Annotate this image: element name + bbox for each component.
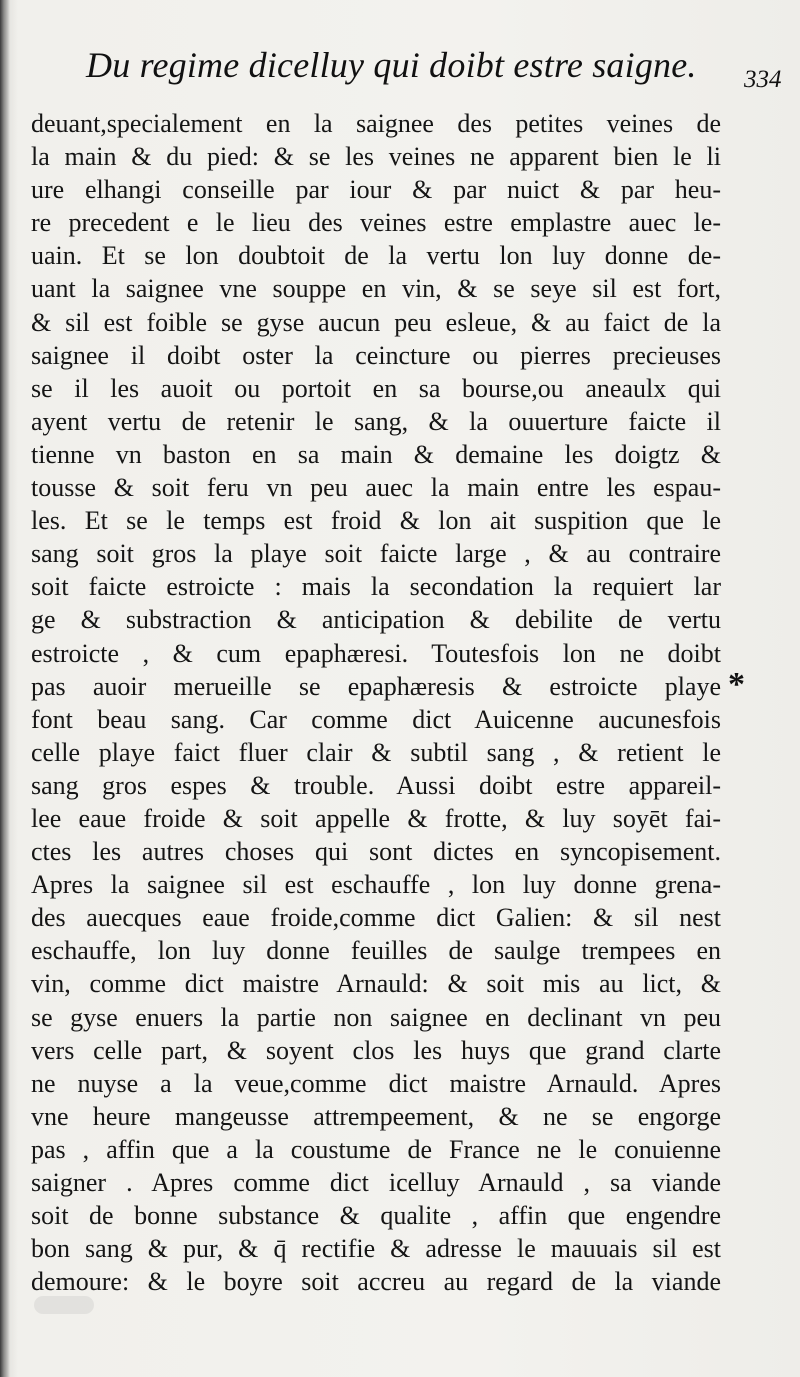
- text-line: des auecques eaue froide,comme dict Galien: & sil nest: [31, 903, 721, 933]
- text-line: ge & substraction & anticipation & debilite de vertu: [31, 605, 721, 635]
- text-line: celle playe faict fluer clair & subtil sang , & retient le: [31, 737, 721, 767]
- text-line: uant la saignee vne souppe en vin, & se seye sil est fort,: [31, 274, 721, 304]
- text-line: lee eaue froide & soit appelle & frotte, & luy soyēt fai-: [31, 803, 721, 833]
- text-line: vers celle part, & soyent clos les huys que grand clarte: [31, 1035, 721, 1065]
- text-line: pas auoir merueille se epaphæresis & estroicte playe: [31, 671, 721, 701]
- text-line: ure elhangi conseille par iour & par nuict & par heu-: [31, 175, 721, 205]
- text-line: demoure: & le boyre soit accreu au regard de la viande: [31, 1267, 721, 1297]
- text-line: eschauffe, lon luy donne feuilles de saulge trempees en: [31, 936, 721, 966]
- text-line: saigner . Apres comme dict icelluy Arnauld , sa viande: [31, 1168, 721, 1197]
- text-line: pas , affin que a la coustume de France ne le conuienne: [31, 1134, 721, 1164]
- text-line: soit de bonne substance & qualite , affin que engendre: [31, 1201, 721, 1231]
- text-line: deuant,specialement en la saignee des petites veines de: [31, 109, 721, 138]
- body-text: [31, 107, 721, 1298]
- text-line: les. Et se le temps est froid & lon ait suspition que le: [31, 506, 721, 536]
- binding-gutter-shadow: [0, 0, 10, 1377]
- text-line: sang soit gros la playe soit faicte large , & au contraire: [31, 539, 721, 569]
- text-line: bon sang & pur, & q̄ rectifie & adresse le mauuais sil est: [31, 1234, 721, 1264]
- text-line: saignee il doibt oster la ceincture ou pierres precieuses: [31, 340, 721, 370]
- text-line: tousse & soit feru vn peu auec la main entre les espau-: [31, 473, 721, 503]
- text-line: ctes les autres choses qui sont dictes en syncopisement.: [31, 837, 721, 867]
- text-line: tienne vn baston en sa main & demaine les doigtz &: [31, 439, 721, 469]
- text-line: la main & du pied: & se les veines ne apparent bien le li: [31, 142, 721, 172]
- text-line: ayent vertu de retenir le sang, & la ouuerture faicte il: [31, 406, 721, 436]
- ink-smudge: [34, 1296, 94, 1314]
- text-line: ne nuyse a la veue,comme dict maistre Arnauld. Apres: [31, 1068, 721, 1098]
- marginal-asterisk: *: [728, 666, 745, 703]
- text-line: vin, comme dict maistre Arnauld: & soit mis au lict, &: [31, 969, 721, 999]
- text-line: uain. Et se lon doubtoit de la vertu lon luy donne de-: [31, 241, 721, 271]
- text-line: vne heure mangeusse attrempeement, & ne se engorge: [31, 1101, 721, 1131]
- page-number: 334: [744, 66, 782, 93]
- text-line: Apres la saignee sil est eschauffe , lon luy donne grena-: [31, 870, 721, 900]
- text-line: sang gros espes & trouble. Aussi doibt estre appareil-: [31, 770, 721, 800]
- text-line: se il les auoit ou portoit en sa bourse,ou aneaulx qui: [31, 373, 721, 403]
- running-title: Du regime dicelluy qui doibt estre saigne.: [86, 45, 697, 85]
- text-line: & sil est foible se gyse aucun peu esleue, & au faict de la: [31, 307, 721, 337]
- text-line: font beau sang. Car comme dict Auicenne aucunesfois: [31, 704, 721, 734]
- text-line: soit faicte estroicte : mais la secondation la requiert lar: [31, 572, 721, 602]
- text-line: re precedent e le lieu des veines estre emplastre auec le-: [31, 208, 721, 238]
- text-line: se gyse enuers la partie non saignee en declinant vn peu: [31, 1002, 721, 1032]
- text-line: estroicte , & cum epaphæresi. Toutesfois lon ne doibt: [31, 638, 721, 668]
